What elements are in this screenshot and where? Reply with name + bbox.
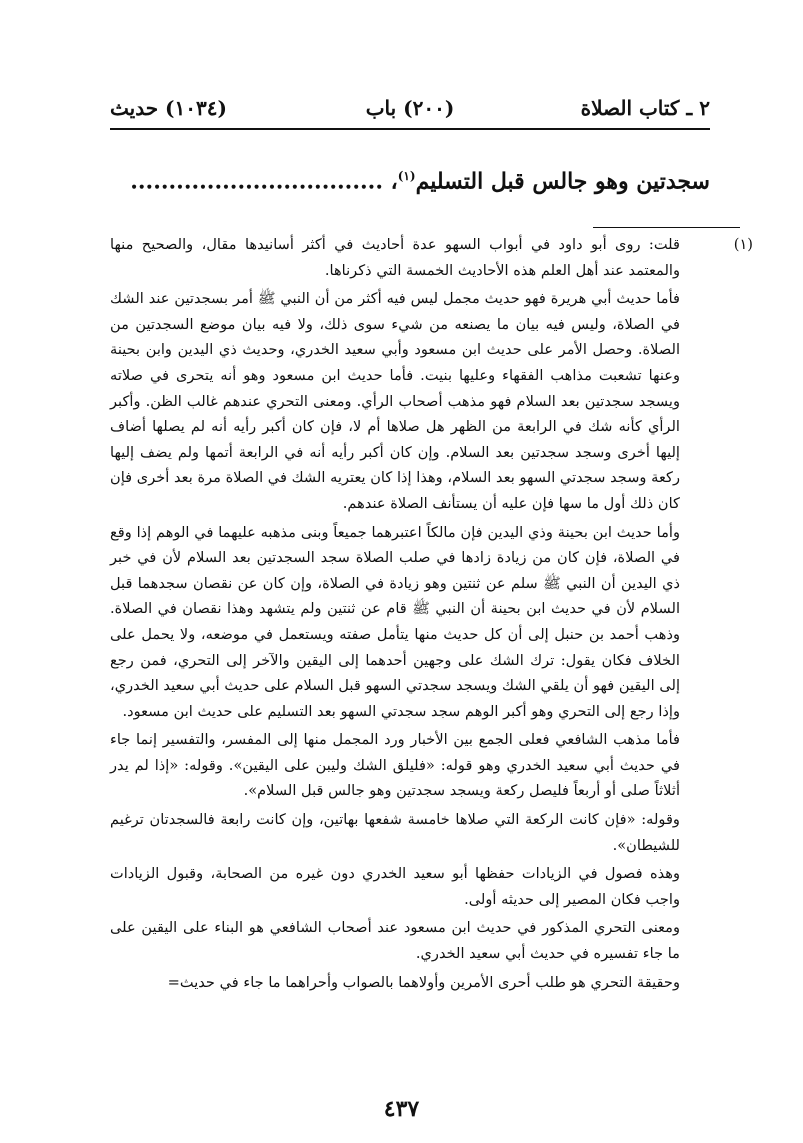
footnote-reference: (١): [397, 169, 416, 183]
main-text-line: سجدتين وهو جالس قبل التسليم: [415, 168, 710, 195]
footnote-paragraph: وأما حديث ابن بحينة وذي اليدين فإن مالكاً اعتبرهما جميعاً وبنى مذهبه عليهما في الوهم إذا وقع في الصلاة، فإن كان من زيادة زادها في صلب الصلاة سجد السجدتين بعد السلام لأن في خبر ذي اليدين أن النبي ﷺ سلم عن ثنتين وهو زيادة في الصلاة، وإن كان عن نقصان سجدهما قبل السلام لأن في حديث ابن بحينة أن النبي ﷺ قام عن ثنتين ولم يتشهد وهذا نقصان في الصلاة. وذهب أحمد بن حنبل إلى أن كل حديث منها يتأمل صفته ويستعمل في موضعه، ولا يحمل على الخلاف فكان يقول: ترك الشك على وجهين أحدهما إلى اليقين والآخر إلى التحري، فمن رجع إلى اليقين فهو أن يلقي الشك ويسجد سجدتي السهو قبل السلام على حديث أبي سعيد الخدري، وإذا رجع إلى التحري وهو أكبر الوهم سجد سجدتي السهو بعد التسليم على حديث ابن مسعود.: [110, 523, 680, 720]
section-title: (٢٠٠) باب: [365, 96, 455, 120]
chapter-title: ٢ ـ كتاب الصلاة: [580, 96, 710, 120]
header-divider: [110, 128, 710, 130]
footnote: [110, 232, 753, 995]
footnote-paragraph: وقوله: «فإن كانت الركعة التي صلاها خامسة شفعها بهاتين، وإن كانت رابعة فالسجدتان ترغيم للشيطان».: [110, 811, 680, 854]
footnote-paragraph: قلت: روى أبو داود في أبواب السهو عدة أحاديث في أكثر أسانيدها مقال، والصحيح منها والمعتمد عند أهل العلم هذه الأحاديث الخمسة التي ذكرناها.: [110, 236, 680, 279]
footnote-paragraph: وحقيقة التحري هو طلب أحرى الأمرين وأولاهما بالصواب وأحراهما ما جاء في حديث=: [167, 973, 680, 991]
footnote-number: (١): [733, 236, 753, 253]
footnote-paragraph: وهذه فصول في الزيادات حفظها أبو سعيد الخدري دون غيره من الصحابة، وقبول الزيادات واجب فكان المصير إلى حديثه أولى.: [110, 865, 680, 908]
footnote-paragraph: فأما مذهب الشافعي فعلى الجمع بين الأخبار ورد المجمل منها إلى المفسر، والتفسير إنما جاء في حديث أبي سعيد الخدري وهو قوله: «فليلق الشك وليبن على اليقين». وقوله: «إذا لم يدر أثلاثاً صلى أو أربعاً فليصل ركعة ويسجد سجدتين وهو جالس قبل السلام».: [110, 731, 680, 800]
footnote-paragraph: فأما حديث أبي هريرة فهو حديث مجمل ليس فيه أكثر من أن النبي ﷺ أمر بسجدتين عند الشك في الصلاة، وليس فيه بيان ما يصنعه من شيء سوى ذلك، ولا فيه بيان موضع السجدتين من الصلاة. وحصل الأمر على حديث ابن مسعود وأبي سعيد الخدري، وحديث ذي اليدين وابن بحينة وعنها تشعبت مذاهب الفقهاء وعليها بنيت. فأما حديث ابن مسعود وهو أنه يتحرى في صلاته ويسجد سجدتين بعد السلام فهو مذهب أصحاب الرأي. ومعنى التحري عندهم غالب الظن. وأكبر الرأي كأنه شك في الرابعة من الظهر هل صلاها أم لا، فإن كان أكبر رأيه أنه لم يصلها أضاف إليها أخرى وسجد سجدتين بعد السلام. وإن كان أكبر رأيه أنه في الرابعة أتمها ولم يضف إليها ركعة وسجد سجدتي السهو بعد السلام، وهذا إذا كان يعتريه الشك في الصلاة مرة بعد أخرى فإن كان ذلك أول ما سها فإن عليه أن يستأنف الصلاة عندهم.: [110, 290, 680, 512]
footnotes-section: [110, 232, 753, 998]
hadith-number: (١٠٣٤) حديث: [110, 96, 227, 120]
footnote-paragraph: ومعنى التحري المذكور في حديث ابن مسعود عند أصحاب الشافعي هو البناء على اليقين على ما جاء تفسيره في حديث أبي سعيد الخدري.: [110, 919, 680, 963]
running-header: [110, 96, 710, 122]
footnote-divider: [593, 227, 740, 228]
trailing-dots: ، .................................: [130, 168, 398, 195]
page-number: ٤٣٧: [383, 1096, 420, 1122]
main-text: [110, 156, 710, 201]
